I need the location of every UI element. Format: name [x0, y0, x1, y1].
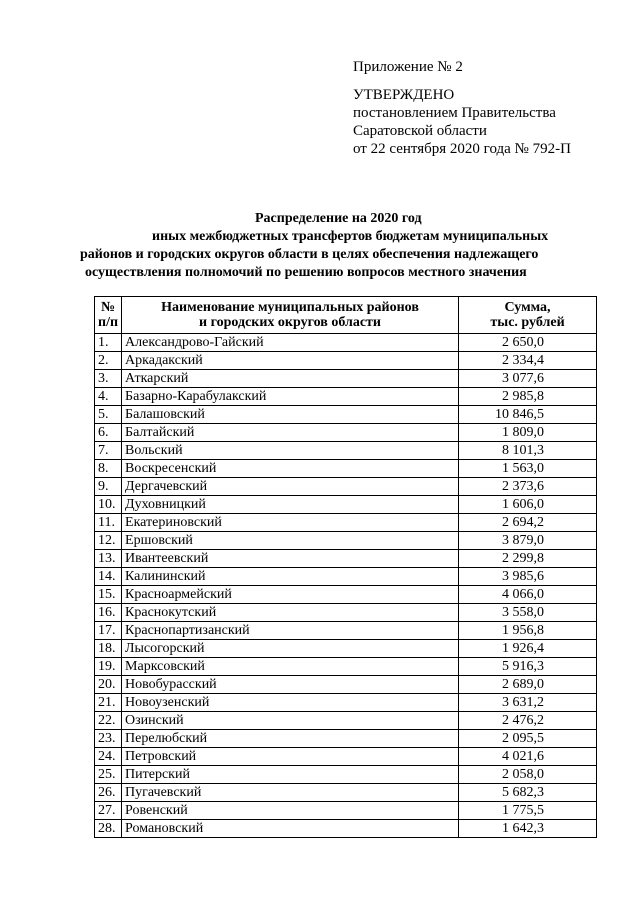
column-header-number-line-1: №	[100, 300, 116, 315]
approval-line-3: от 22 сентября 2020 года № 792-П	[353, 141, 571, 157]
municipality-name-cell: Вольский	[122, 442, 459, 460]
amount-cell: 10 846,5	[459, 406, 597, 424]
table-row	[95, 334, 597, 352]
row-number-cell: 2.	[95, 352, 122, 370]
amount-cell: 4 021,6	[459, 748, 597, 766]
table-row	[95, 712, 597, 730]
table-row	[95, 568, 597, 586]
municipality-name-cell: Аткарский	[122, 370, 459, 388]
amount-cell: 2 650,0	[459, 334, 597, 352]
table-row	[95, 478, 597, 496]
table-row	[95, 442, 597, 460]
table-row	[95, 748, 597, 766]
amount-cell: 2 985,8	[459, 388, 597, 406]
amount-cell: 3 985,6	[459, 568, 597, 586]
table-row	[95, 766, 597, 784]
table-row	[95, 658, 597, 676]
municipality-name-cell: Новобурасский	[122, 676, 459, 694]
title-line-1: Распределение на 2020 год	[255, 211, 422, 226]
row-number-cell: 5.	[95, 406, 122, 424]
municipality-name-cell: Балашовский	[122, 406, 459, 424]
municipality-name-cell: Петровский	[122, 748, 459, 766]
municipality-name-cell: Краснопартизанский	[122, 622, 459, 640]
municipality-name-cell: Калининский	[122, 568, 459, 586]
amount-cell: 2 689,0	[459, 676, 597, 694]
amount-cell: 3 077,6	[459, 370, 597, 388]
municipality-name-cell: Романовский	[122, 820, 459, 838]
approval-line-1: постановлением Правительства	[353, 105, 556, 121]
row-number-cell: 24.	[95, 748, 122, 766]
row-number-cell: 18.	[95, 640, 122, 658]
amount-cell: 2 299,8	[459, 550, 597, 568]
amount-cell: 3 631,2	[459, 694, 597, 712]
municipality-name-cell: Перелюбский	[122, 730, 459, 748]
table-row	[95, 388, 597, 406]
column-header-sum	[459, 297, 597, 334]
table-row	[95, 532, 597, 550]
approved-label: УТВЕРЖДЕНО	[353, 87, 455, 103]
row-number-cell: 6.	[95, 424, 122, 442]
row-number-cell: 10.	[95, 496, 122, 514]
table-row	[95, 370, 597, 388]
row-number-cell: 27.	[95, 802, 122, 820]
approval-line-2: Саратовской области	[353, 123, 487, 139]
row-number-cell: 21.	[95, 694, 122, 712]
row-number-cell: 9.	[95, 478, 122, 496]
table-row	[95, 622, 597, 640]
appendix-label: Приложение № 2	[353, 59, 463, 75]
amount-cell: 5 682,3	[459, 784, 597, 802]
amount-cell: 1 642,3	[459, 820, 597, 838]
amount-cell: 1 775,5	[459, 802, 597, 820]
row-number-cell: 12.	[95, 532, 122, 550]
table-row	[95, 352, 597, 370]
column-header-name-line-2: и городских округов области	[199, 315, 381, 330]
column-header-name	[122, 297, 459, 334]
row-number-cell: 17.	[95, 622, 122, 640]
table-row	[95, 784, 597, 802]
amount-cell: 1 563,0	[459, 460, 597, 478]
title-line-2: иных межбюджетных трансфертов бюджетам муниципальных	[152, 229, 549, 244]
column-header-sum-line-1: Сумма,	[504, 300, 551, 315]
row-number-cell: 13.	[95, 550, 122, 568]
row-number-cell: 14.	[95, 568, 122, 586]
amount-cell: 2 476,2	[459, 712, 597, 730]
row-number-cell: 11.	[95, 514, 122, 532]
row-number-cell: 19.	[95, 658, 122, 676]
municipality-name-cell: Лысогорский	[122, 640, 459, 658]
municipality-name-cell: Воскресенский	[122, 460, 459, 478]
title-line-4: осуществления полномочий по решению вопросов местного значения	[85, 265, 527, 280]
municipality-name-cell: Озинский	[122, 712, 459, 730]
amount-cell: 3 879,0	[459, 532, 597, 550]
amount-cell: 1 809,0	[459, 424, 597, 442]
table-row	[95, 604, 597, 622]
municipality-name-cell: Ровенский	[122, 802, 459, 820]
municipality-name-cell: Ивантеевский	[122, 550, 459, 568]
table-row	[95, 496, 597, 514]
table-row	[95, 676, 597, 694]
row-number-cell: 22.	[95, 712, 122, 730]
municipality-name-cell: Краснокутский	[122, 604, 459, 622]
table-header-row	[95, 297, 597, 334]
municipality-name-cell: Ершовский	[122, 532, 459, 550]
municipality-name-cell: Екатериновский	[122, 514, 459, 532]
amount-cell: 3 558,0	[459, 604, 597, 622]
municipality-name-cell: Новоузенский	[122, 694, 459, 712]
document-title	[80, 210, 600, 282]
table-row	[95, 820, 597, 838]
row-number-cell: 15.	[95, 586, 122, 604]
column-header-name-line-1: Наименование муниципальных районов	[161, 300, 419, 315]
row-number-cell: 16.	[95, 604, 122, 622]
amount-cell: 2 694,2	[459, 514, 597, 532]
amount-cell: 4 066,0	[459, 586, 597, 604]
amount-cell: 1 606,0	[459, 496, 597, 514]
amount-cell: 1 956,8	[459, 622, 597, 640]
amount-cell: 5 916,3	[459, 658, 597, 676]
row-number-cell: 25.	[95, 766, 122, 784]
amount-cell: 1 926,4	[459, 640, 597, 658]
row-number-cell: 26.	[95, 784, 122, 802]
municipality-name-cell: Аркадакский	[122, 352, 459, 370]
column-header-number	[95, 297, 122, 334]
municipality-name-cell: Духовницкий	[122, 496, 459, 514]
municipality-name-cell: Марксовский	[122, 658, 459, 676]
row-number-cell: 3.	[95, 370, 122, 388]
table-row	[95, 460, 597, 478]
row-number-cell: 28.	[95, 820, 122, 838]
municipality-name-cell: Красноармейский	[122, 586, 459, 604]
table-row	[95, 514, 597, 532]
column-header-number-line-2: п/п	[98, 315, 119, 330]
row-number-cell: 23.	[95, 730, 122, 748]
amount-cell: 2 095,5	[459, 730, 597, 748]
row-number-cell: 8.	[95, 460, 122, 478]
amount-cell: 2 373,6	[459, 478, 597, 496]
row-number-cell: 1.	[95, 334, 122, 352]
amount-cell: 2 058,0	[459, 766, 597, 784]
table-row	[95, 802, 597, 820]
column-header-sum-line-2: тыс. рублей	[490, 315, 565, 330]
municipality-name-cell: Дергачевский	[122, 478, 459, 496]
municipality-name-cell: Базарно-Карабулакский	[122, 388, 459, 406]
table-row	[95, 586, 597, 604]
table-row	[95, 730, 597, 748]
row-number-cell: 7.	[95, 442, 122, 460]
approval-block	[353, 86, 571, 158]
table-row	[95, 424, 597, 442]
table-row	[95, 406, 597, 424]
row-number-cell: 4.	[95, 388, 122, 406]
municipality-name-cell: Питерский	[122, 766, 459, 784]
table-row	[95, 640, 597, 658]
municipality-name-cell: Пугачевский	[122, 784, 459, 802]
row-number-cell: 20.	[95, 676, 122, 694]
distribution-table	[94, 296, 597, 838]
municipality-name-cell: Балтайский	[122, 424, 459, 442]
table-row	[95, 694, 597, 712]
table-row	[95, 550, 597, 568]
title-line-3: районов и городских округов области в целях обеспечения надлежащего	[80, 247, 539, 262]
amount-cell: 2 334,4	[459, 352, 597, 370]
amount-cell: 8 101,3	[459, 442, 597, 460]
municipality-name-cell: Александрово-Гайский	[122, 334, 459, 352]
